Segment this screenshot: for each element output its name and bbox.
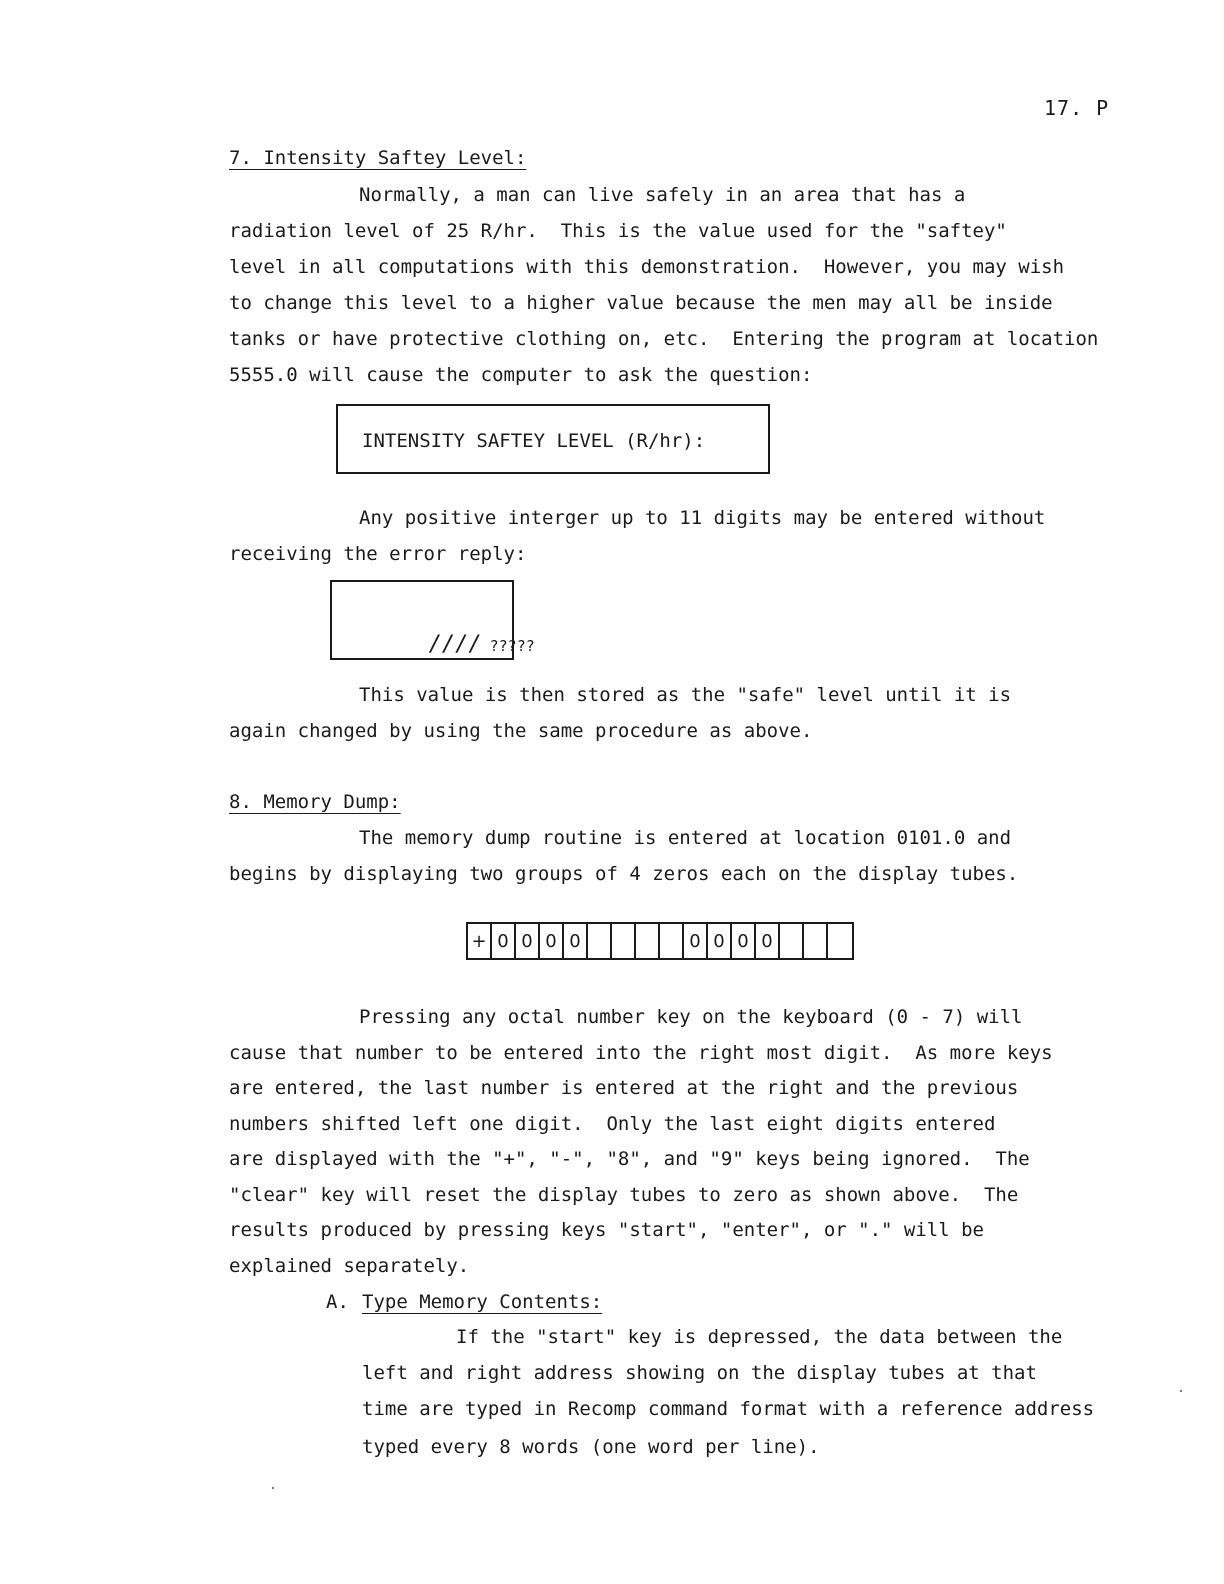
display-tube-sign: + (468, 924, 492, 958)
subsection-a-heading: Type Memory Contents: (362, 1291, 603, 1313)
error-slashes: //// (428, 632, 482, 657)
section-7-para2-line-1: Any positive interger up to 11 digits may be entered without (359, 507, 1046, 529)
section-7-para3-line-2: again changed by using the same procedure as above. (229, 720, 813, 742)
section-8-para2-line-5: are displayed with the "+", "-", "8", and "9" keys being ignored. The (229, 1148, 1030, 1170)
display-tube: 0 (564, 924, 588, 958)
display-tube (636, 924, 660, 958)
display-tube (780, 924, 804, 958)
section-8-para2-line-3: are entered, the last number is entered at the right and the previous (229, 1077, 1019, 1099)
subsection-a-line-3: time are typed in Recomp command format with a reference address (362, 1398, 1095, 1420)
subsection-a-label: A. (326, 1291, 349, 1313)
prompt-box-text: INTENSITY SAFTEY LEVEL (R/hr): (362, 430, 706, 452)
section-7-para1-line-5: tanks or have protective clothing on, etc. Entering the program at location (229, 328, 1099, 350)
subsection-a-line-4: typed every 8 words (one word per line). (362, 1436, 820, 1458)
error-reply-box (330, 580, 535, 660)
prompt-box (336, 404, 770, 474)
scan-speck (272, 1487, 274, 1489)
section-8-para2-line-2: cause that number to be entered into the right most digit. As more keys (229, 1042, 1053, 1064)
error-question-marks: ????? (489, 637, 535, 655)
section-8-heading: 8. Memory Dump: (229, 791, 401, 813)
subsection-a-line-1: If the "start" key is depressed, the data between the (456, 1326, 1063, 1348)
section-8-para2-line-1: Pressing any octal number key on the keyboard (0 - 7) will (359, 1006, 1023, 1028)
section-8-para2-line-7: results produced by pressing keys "start", "enter", or "." will be (229, 1219, 984, 1241)
section-8-para2-line-8: explained separately. (229, 1255, 470, 1277)
display-tube: 0 (732, 924, 756, 958)
display-tube (588, 924, 612, 958)
subsection-a-line-2: left and right address showing on the display tubes at that (362, 1362, 1037, 1384)
section-7-para1-line-2: radiation level of 25 R/hr. This is the value used for the "saftey" (229, 220, 1007, 242)
section-7-para1-line-3: level in all computations with this demonstration. However, you may wish (229, 256, 1065, 278)
display-tube (804, 924, 828, 958)
display-tube: 0 (540, 924, 564, 958)
section-7-para1-line-1: Normally, a man can live safely in an area that has a (359, 184, 966, 206)
display-tube (828, 924, 852, 958)
display-tube: 0 (684, 924, 708, 958)
display-tube (660, 924, 684, 958)
scan-speck (1180, 1390, 1182, 1392)
section-7-para2-line-2: receiving the error reply: (229, 543, 527, 565)
display-tube: 0 (756, 924, 780, 958)
section-7-para1-line-6: 5555.0 will cause the computer to ask the question: (229, 364, 813, 386)
display-tube: 0 (492, 924, 516, 958)
error-reply-text (360, 610, 535, 679)
display-tube: 0 (516, 924, 540, 958)
display-tubes (466, 922, 854, 960)
section-7-para3-line-1: This value is then stored as the "safe" level until it is (359, 684, 1012, 706)
display-tube: 0 (708, 924, 732, 958)
page-number: 17. P (1044, 96, 1110, 120)
section-8-para2-line-6: "clear" key will reset the display tubes to zero as shown above. The (229, 1184, 1019, 1206)
section-7-heading: 7. Intensity Saftey Level: (229, 147, 527, 169)
display-tube (612, 924, 636, 958)
section-8-para1-line-1: The memory dump routine is entered at location 0101.0 and (359, 827, 1012, 849)
section-7-para1-line-4: to change this level to a higher value because the men may all be inside (229, 292, 1053, 314)
section-8-para2-line-4: numbers shifted left one digit. Only the last eight digits entered (229, 1113, 996, 1135)
section-8-para1-line-2: begins by displaying two groups of 4 zeros each on the display tubes. (229, 863, 1019, 885)
